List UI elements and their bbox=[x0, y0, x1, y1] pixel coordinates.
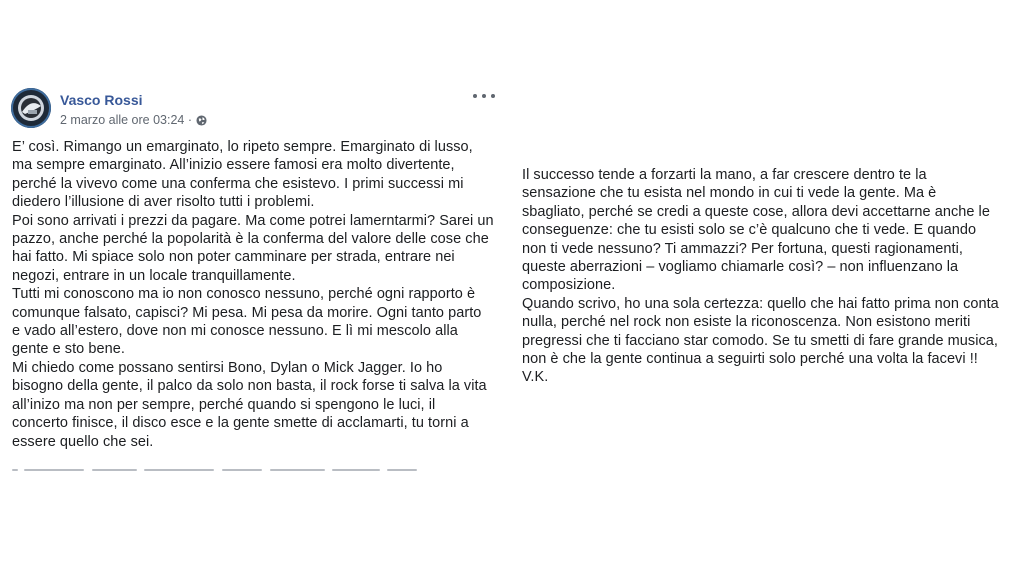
text-line: conseguenze: che tu esisti solo se c’è qualcuno che ti vede. E quando bbox=[522, 222, 977, 239]
text-line: comunque falsato, capisci? Mi pesa. Mi pesa da morire. Ogni tanto parto bbox=[12, 304, 482, 321]
text-line: sbagliato, perché se credi a queste cose, allora devi accettarne anche le bbox=[522, 203, 990, 220]
post-text-left bbox=[12, 138, 502, 465]
text-line: V.K. bbox=[522, 369, 549, 386]
more-options-icon[interactable] bbox=[473, 90, 495, 102]
text-line: diedero l’illusione di aver risolto tutti i problemi. bbox=[12, 194, 315, 211]
text-line: E’ così. Rimango un emarginato, lo ripeto sempre. Emarginato di lusso, bbox=[12, 139, 473, 155]
text-line: Il successo tende a forzarti la mano, a far crescere dentro te la bbox=[522, 167, 927, 183]
text-line: Poi sono arrivati i prezzi da pagare. Ma come potrei lamerntarmi? Sarei un bbox=[12, 212, 494, 229]
post-meta bbox=[60, 113, 207, 127]
text-line: essere quello che sei. bbox=[12, 433, 154, 450]
text-line: all’inizo ma non per sempre, perché quando si spengono le luci, il bbox=[12, 396, 436, 413]
text-line: nulla, perché nel rock non esiste la riconoscenza. Non esistono meriti bbox=[522, 314, 971, 331]
text-line: queste aberrazioni – vogliamo chiamarle così? – non influenzano la bbox=[522, 259, 959, 276]
text-line: perché la vivevo come una conferma che esistevo. I primi successi mi bbox=[12, 175, 464, 192]
globe-icon[interactable] bbox=[196, 115, 207, 126]
text-line: pazzo, anche perché la popolarità è la conferma del valore delle cose che bbox=[12, 231, 489, 248]
text-line: concerto finisce, il disco esce e la gente smette di acclamarti, tu torni a bbox=[12, 415, 469, 432]
post-text-right bbox=[522, 166, 1022, 387]
avatar[interactable] bbox=[11, 88, 51, 128]
text-line: e vado all’estero, dove non mi conosce nessuno. E lì mi mescolo alla bbox=[12, 323, 458, 340]
text-line: composizione. bbox=[522, 277, 616, 294]
text-line: bisogno della gente, il palco da solo non basta, il rock forse ti salva la vita bbox=[12, 378, 487, 395]
text-line: gente e sto bene. bbox=[12, 341, 125, 358]
text-line: sensazione che tu esista nel mondo in cui ti vede la gente. Ma è bbox=[522, 185, 937, 202]
text-line: Mi chiedo come possano sentirsi Bono, Dylan o Mick Jagger. Io ho bbox=[12, 359, 443, 376]
avatar-image bbox=[11, 88, 51, 128]
text-line: non è che la gente continua a seguirti solo perché una volta la facevi !! bbox=[522, 351, 978, 368]
cut-off-text-line bbox=[12, 465, 432, 473]
text-line: negozi, entrare in un locale tranquillamente. bbox=[12, 267, 296, 284]
author-name[interactable]: Vasco Rossi bbox=[60, 92, 143, 108]
text-line: hai fatto. Mi spiace solo non poter camminare per strada, entrare nei bbox=[12, 249, 455, 266]
text-line: Tutti mi conoscono ma io non conosco nessuno, perché ogni rapporto è bbox=[12, 286, 476, 303]
text-line: non ti vede nessuno? Ti ammazzi? Per fortuna, questi ragionamenti, bbox=[522, 240, 963, 257]
text-line: pregressi che ti facciano star comodo. Se tu smetti di fare grande musica, bbox=[522, 332, 998, 349]
text-line: ma sempre emarginato. All’inizio essere famosi era molto divertente, bbox=[12, 157, 455, 174]
post-date[interactable]: 2 marzo alle ore 03:24 · bbox=[60, 113, 193, 127]
text-line: Quando scrivo, ho una sola certezza: quello che hai fatto prima non conta bbox=[522, 295, 999, 312]
